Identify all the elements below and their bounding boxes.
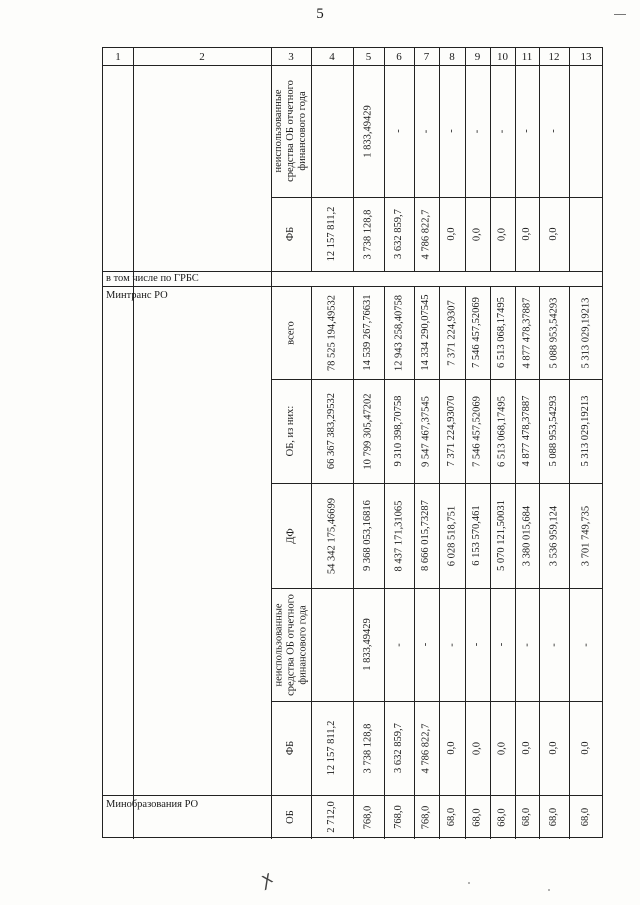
fb-value: 0,0 (520, 227, 532, 241)
ob-incl-value: 7 546 457,52069 (471, 395, 483, 467)
column-number: 5 (365, 51, 372, 63)
fb-value: 3 632 859,7 (392, 209, 404, 259)
total-value: 5 088 953,54293 (547, 297, 559, 368)
total-value: 7 546 457,52069 (471, 297, 483, 368)
total-value: 6 513 068,17495 (496, 297, 508, 368)
grid-line (490, 48, 491, 65)
unused-funds-value: - (496, 642, 508, 647)
column-number: 7 (423, 51, 430, 63)
df-value: 54 342 175,46699 (325, 497, 337, 574)
fb-value: 12 157 811,2 (325, 720, 337, 776)
fb-value: 4 786 822,7 (420, 209, 432, 259)
cell-text-line: средства ОБ отчетного (284, 80, 296, 182)
ob-incl-value: 7 371 224,93070 (445, 395, 457, 467)
column-number: 12 (548, 51, 560, 63)
page-number: 5 (316, 6, 324, 22)
ob-value: 768,0 (392, 805, 404, 829)
header-unused-funds (271, 65, 311, 197)
df-value: 5 070 121,50031 (496, 500, 508, 571)
fb-value: 0,0 (496, 227, 508, 241)
column-number: 1 (115, 51, 121, 63)
ob-incl-value: 5 313 029,19213 (579, 395, 591, 467)
grid-line (384, 48, 385, 65)
column-number: 10 (497, 51, 508, 63)
fb-value: 0,0 (445, 741, 457, 755)
ob-value: 768,0 (420, 805, 432, 829)
header-unused-funds (271, 588, 311, 701)
ob-incl-value: 4 877 478,37887 (520, 395, 532, 467)
fb-value: 0,0 (547, 227, 559, 241)
unused-funds-value: - (547, 129, 559, 133)
grid-line (271, 48, 272, 65)
ob-value: 68,0 (547, 807, 559, 827)
scan-corner-mark (614, 14, 626, 15)
df-value: 8 666 015,73287 (420, 500, 432, 571)
fb-value: 0,0 (547, 741, 559, 755)
header-total: всего (284, 320, 296, 345)
ob-incl-value: 66 367 383,29532 (325, 392, 337, 470)
column-number: 6 (396, 51, 402, 63)
grid-line (465, 48, 466, 65)
grid-line (271, 271, 272, 286)
total-value: 12 943 258,40758 (392, 294, 404, 371)
fb-value: 3 738 128,8 (362, 723, 374, 773)
scan-dust (548, 889, 550, 891)
cell-text-line: средства ОБ отчетного (284, 593, 296, 696)
ministry-label-mintrans: Минтранс РО (106, 290, 168, 301)
column-number: 13 (580, 51, 592, 63)
ob-incl-value: 5 088 953,54293 (547, 395, 559, 467)
total-value: 78 525 194,49532 (325, 294, 337, 371)
df-value: 3 380 015,684 (520, 505, 532, 566)
unused-funds-value: - (520, 129, 532, 133)
df-value: 6 153 570,461 (471, 505, 483, 566)
ob-value: 68,0 (579, 807, 591, 827)
unused-funds-value: 1 833,49429 (362, 618, 374, 671)
total-value: 5 313 029,19213 (579, 297, 591, 368)
fb-value: 3 738 128,8 (362, 209, 374, 259)
total-value: 7 371 224,9307 (445, 299, 457, 366)
unused-funds-value: - (445, 642, 457, 647)
grid-line (515, 48, 516, 65)
column-number: 4 (329, 51, 335, 63)
header-ob-incl: ОБ, из них: (284, 405, 296, 457)
column-number: 3 (288, 51, 294, 63)
column-number: 9 (474, 51, 481, 63)
unused-funds-value: - (520, 642, 532, 647)
unused-funds-value: - (496, 129, 508, 133)
unused-funds-value: - (471, 642, 483, 647)
grid-line (311, 48, 312, 65)
ob-incl-value: 9 310 398,70758 (392, 395, 404, 467)
column-number: 11 (521, 51, 533, 63)
cell-text-line: финансового года (297, 604, 309, 685)
unused-funds-value: - (471, 129, 483, 133)
grid-line (133, 48, 134, 839)
header-df: ДФ (284, 527, 296, 544)
header-fb: ФБ (284, 740, 296, 756)
unused-funds-value: - (420, 642, 432, 647)
df-value: 3 701 749,735 (579, 505, 591, 566)
total-value: 14 539 267,76631 (362, 294, 374, 371)
column-number: 2 (199, 51, 205, 63)
total-value: 14 334 290,07545 (420, 294, 432, 371)
scan-dust (468, 882, 470, 884)
unused-funds-value: - (445, 129, 457, 133)
total-value: 4 877 478,37887 (520, 297, 532, 368)
ob-value: 68,0 (471, 807, 483, 827)
fb-value: 3 632 859,7 (392, 723, 404, 773)
fb-value: 0,0 (520, 741, 532, 755)
fb-value: 0,0 (579, 741, 591, 755)
grid-line (539, 48, 540, 65)
ob-value: 68,0 (445, 807, 457, 827)
handwritten-mark: ꭗ (258, 866, 276, 890)
grid-line (569, 65, 570, 271)
header-ob: ОБ (284, 810, 296, 824)
ob-incl-value: 6 513 068,17495 (496, 395, 508, 467)
unused-funds-value: - (392, 129, 404, 133)
df-value: 3 536 959,124 (547, 505, 559, 566)
unused-funds-value: - (420, 129, 432, 133)
unused-funds-value: 1 833,49429 (362, 104, 374, 158)
cell-text-line: финансового года (297, 91, 309, 171)
grid-line (353, 48, 354, 65)
fb-value: 12 157 811,2 (325, 206, 337, 262)
cell-text-line: неиспользованные (272, 89, 284, 173)
ministry-label-minobr: Минобразования РО (106, 799, 199, 810)
grid-line (414, 48, 415, 65)
unused-funds-value: - (392, 642, 404, 647)
fb-value: 0,0 (496, 741, 508, 755)
ob-value: 68,0 (520, 807, 532, 827)
fb-value: 0,0 (471, 227, 483, 241)
ob-value: 2 712,0 (325, 801, 337, 833)
budget-table (102, 47, 603, 838)
df-value: 6 028 518,751 (445, 505, 457, 566)
df-value: 9 368 053,16816 (362, 500, 374, 571)
cell-text-line: неиспользованные (272, 602, 284, 687)
fb-value: 4 786 822,7 (420, 723, 432, 773)
grid-line (439, 48, 440, 65)
ob-value: 768,0 (362, 805, 374, 829)
unused-funds-value: - (579, 642, 591, 647)
fb-value: 0,0 (471, 741, 483, 755)
header-fb: ФБ (284, 226, 296, 242)
fb-value: 0,0 (445, 227, 457, 241)
ob-incl-value: 10 799 305,47202 (362, 392, 374, 470)
ob-value: 68,0 (496, 807, 508, 827)
df-value: 8 437 171,31065 (392, 500, 404, 571)
grid-line (569, 48, 570, 65)
column-number: 8 (449, 51, 455, 63)
unused-funds-value: - (547, 642, 559, 647)
grbs-label: в том числе по ГРБС (106, 273, 199, 284)
ob-incl-value: 9 547 467,37545 (420, 395, 432, 467)
